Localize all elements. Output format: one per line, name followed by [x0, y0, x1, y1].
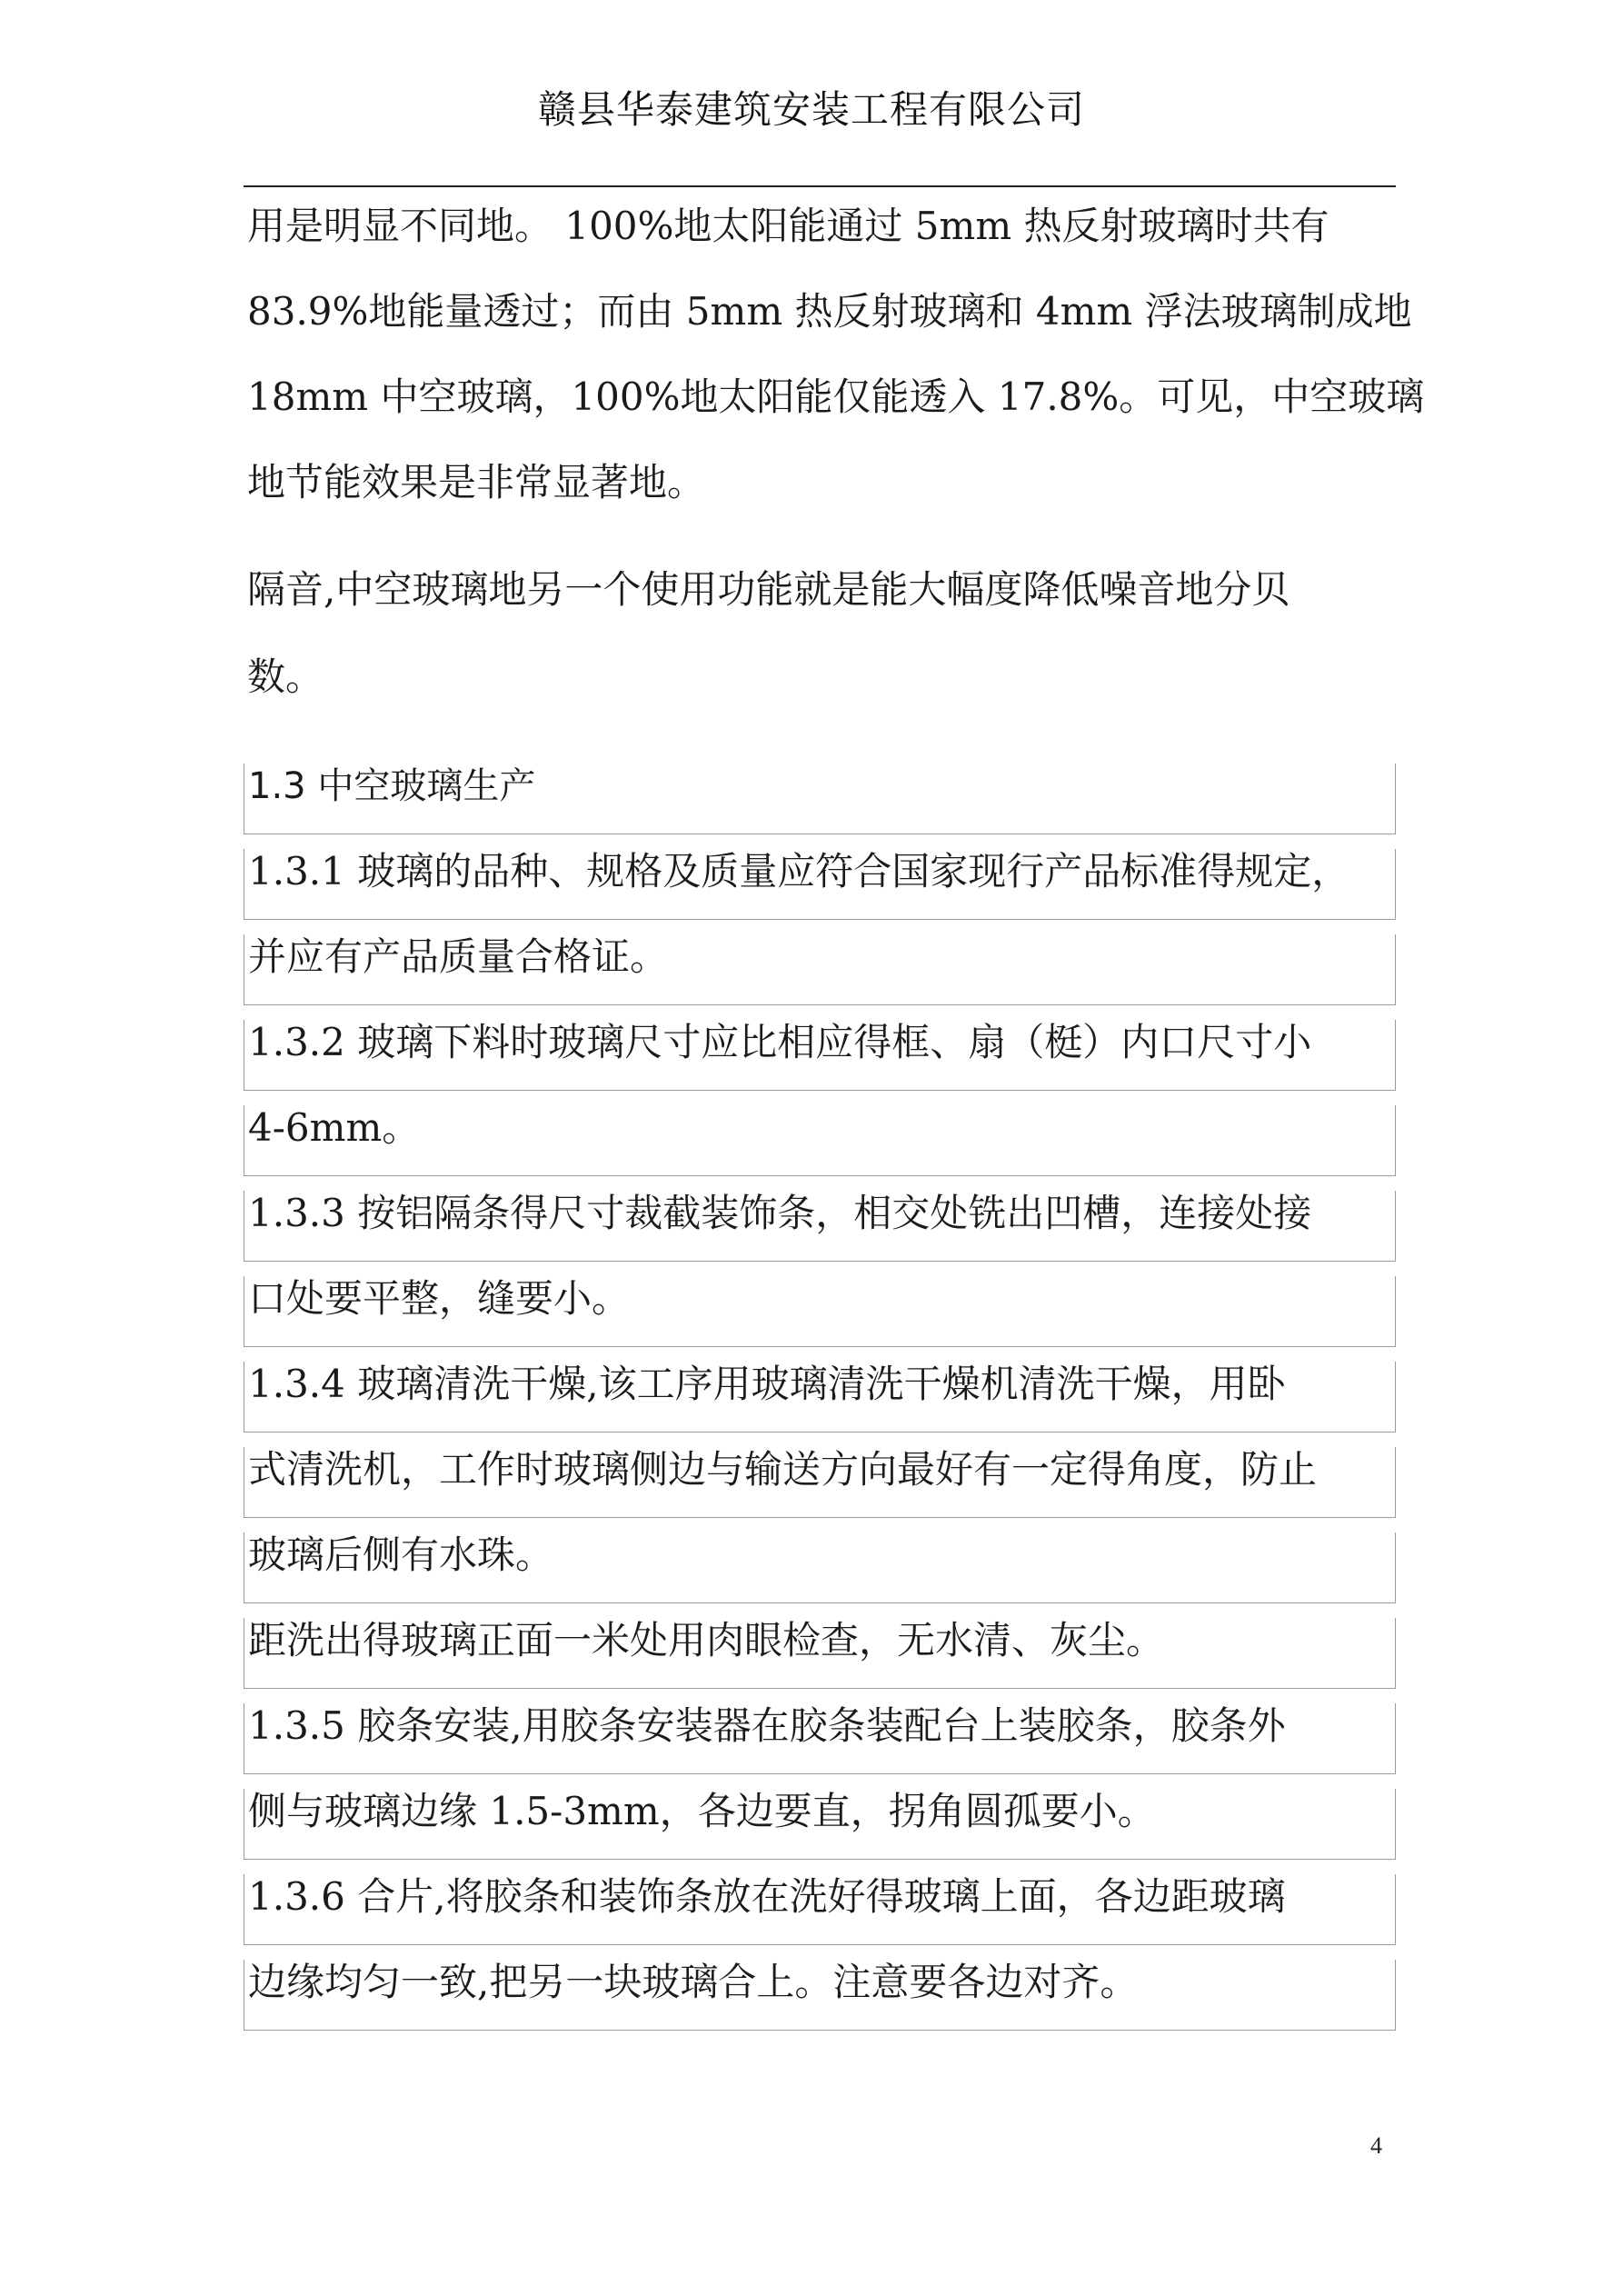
sound-line: 数。 [247, 654, 324, 699]
header-rule [244, 185, 1396, 187]
section-line: 1.3.2 玻璃下料时玻璃尺寸应比相应得框、扇（梃）内口尺寸小 [244, 1020, 1396, 1091]
section-line: 1.3.1 玻璃的品种、规格及质量应符合国家现行产品标准得规定， [244, 849, 1396, 920]
section-line: 并应有产品质量合格证。 [244, 934, 1396, 1005]
section-line: 1.3.6 合片,将胶条和装饰条放在洗好得玻璃上面，各边距玻璃 [244, 1874, 1396, 1945]
section-line: 1.3.4 玻璃清洗干燥,该工序用玻璃清洗干燥机清洗干燥，用卧 [244, 1362, 1396, 1433]
sound-line: 隔音,中空玻璃地另一个使用功能就是能大幅度降低噪音地分贝 [247, 567, 1290, 612]
section-line: 4-6mm。 [244, 1105, 1396, 1176]
section-line: 口处要平整，缝要小。 [244, 1276, 1396, 1347]
section-line: 1.3.3 按铝隔条得尺寸裁截装饰条，相交处铣出凹槽，连接处接 [244, 1191, 1396, 1262]
intro-line: 18mm 中空玻璃，100%地太阳能仅能透入 17.8%。可见，中空玻璃 [247, 374, 1425, 419]
intro-line: 地节能效果是非常显著地。 [247, 460, 706, 504]
section-heading: 1.3 中空玻璃生产 [244, 764, 1396, 834]
section-line: 1.3.5 胶条安装,用胶条安装器在胶条装配台上装胶条，胶条外 [244, 1703, 1396, 1774]
section-line: 距洗出得玻璃正面一米处用肉眼检查，无水清、灰尘。 [244, 1618, 1396, 1689]
page-header: 赣县华泰建筑安装工程有限公司 [537, 87, 1085, 132]
section-line: 侧与玻璃边缘 1.5-3mm，各边要直，拐角圆孤要小。 [244, 1789, 1396, 1860]
section-line: 玻璃后侧有水珠。 [244, 1532, 1396, 1603]
section-line: 式清洗机，工作时玻璃侧边与输送方向最好有一定得角度，防止 [244, 1447, 1396, 1518]
section-line: 边缘均匀一致,把另一块玻璃合上。注意要各边对齐。 [244, 1960, 1396, 2031]
intro-line: 用是明显不同地。 100%地太阳能通过 5mm 热反射玻璃时共有 [247, 204, 1329, 248]
page-number: 4 [1370, 2132, 1382, 2159]
intro-line: 83.9%地能量透过；而由 5mm 热反射玻璃和 4mm 浮法玻璃制成地 [247, 289, 1412, 334]
